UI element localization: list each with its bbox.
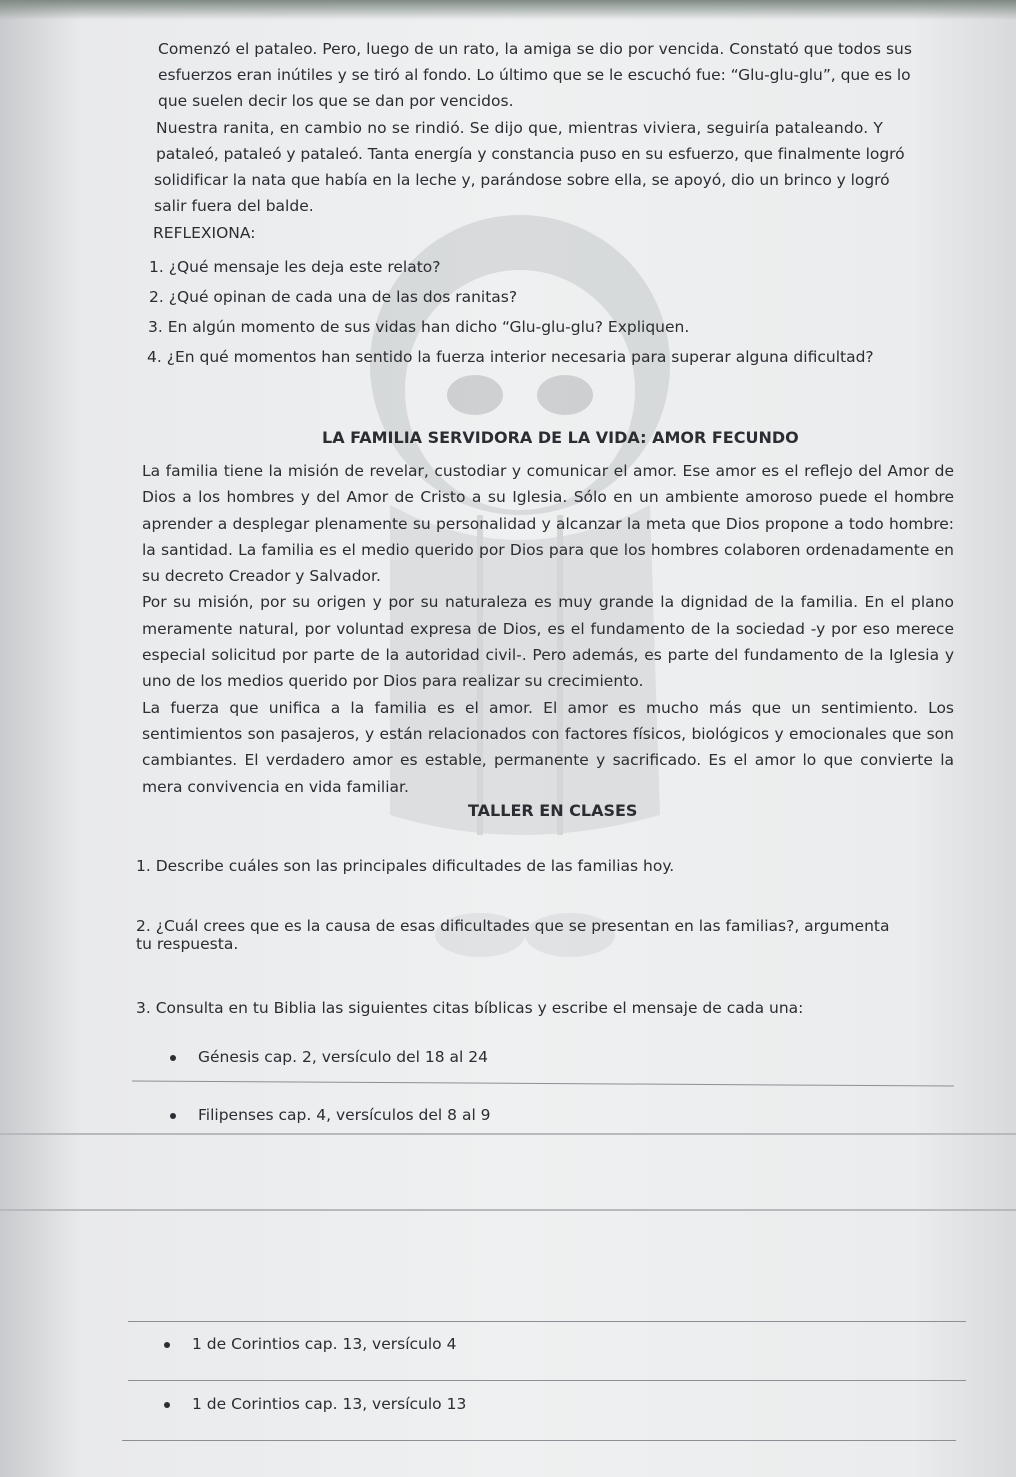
bullet-icon [170, 1055, 176, 1061]
cita-genesis [170, 1047, 488, 1067]
answer-line-3[interactable] [128, 1380, 966, 1381]
story-line-5: pataleó, pataleó y pataleó. Tanta energía y constancia puso en su esfuerzo, que finalmente logró [156, 145, 905, 163]
cita-filipenses [170, 1105, 491, 1125]
fold-line-1 [0, 1133, 1016, 1135]
cita-corintios-4-label: 1 de Corintios cap. 13, versículo 4 [192, 1335, 457, 1353]
taller-title: TALLER EN CLASES [468, 801, 638, 820]
story-line-1: Comenzó el pataleo. Pero, luego de un rato, la amiga se dio por vencida. Constató que todos sus [158, 40, 912, 58]
reflexiona-question-3: 3. En algún momento de sus vidas han dicho “Glu-glu-glu? Expliquen. [148, 318, 690, 336]
familia-paragraph-3: La fuerza que unifica a la familia es el amor. El amor es mucho más que un sentimiento. Los sentimientos son pasajeros, y están relacionados con factores físicos, biológicos y emocionales que son cambiantes. El verdadero amor es estable, permanente y sacrificado. Es el amor lo que convierte la mera convivencia en vida familiar. [142, 698, 954, 796]
story-line-2: esfuerzos eran inútiles y se tiró al fondo. Lo último que se le escuchó fue: “Glu-glu-glu”, que es lo [158, 66, 911, 84]
cita-corintios-13-label: 1 de Corintios cap. 13, versículo 13 [192, 1395, 467, 1413]
fold-line-2 [0, 1209, 1016, 1211]
top-shadow [0, 0, 1016, 20]
cita-corintios-4 [164, 1334, 456, 1354]
story-line-7: salir fuera del balde. [154, 197, 314, 215]
reflexiona-question-1: 1. ¿Qué mensaje les deja este relato? [149, 258, 441, 276]
answer-line-2[interactable] [128, 1321, 966, 1322]
bullet-icon [170, 1113, 176, 1119]
cita-corintios-13 [164, 1394, 466, 1414]
taller-question-2-line-1: 2. ¿Cuál crees que es la causa de esas dificultades que se presentan en las familias?, argumenta [136, 917, 890, 935]
reflexiona-question-4: 4. ¿En qué momentos han sentido la fuerza interior necesaria para superar alguna dificultad? [147, 348, 874, 366]
reflexiona-question-2: 2. ¿Qué opinan de cada una de las dos ranitas? [149, 288, 518, 306]
familia-paragraph-2: Por su misión, por su origen y por su naturaleza es muy grande la dignidad de la familia. En el plano meramente natural, por voluntad expresa de Dios, es el fundamento de la sociedad -y por eso merece especial solicitud por parte de la autoridad civil-. Pero además, es parte del fundamento de la Iglesia y uno de los medios querido por Dios para realizar su crecimiento. [142, 593, 954, 691]
cita-genesis-label: Génesis cap. 2, versículo del 18 al 24 [198, 1048, 488, 1066]
cita-filipenses-label: Filipenses cap. 4, versículos del 8 al 9 [198, 1106, 491, 1124]
familia-title: LA FAMILIA SERVIDORA DE LA VIDA: AMOR FECUNDO [322, 428, 799, 447]
taller-question-3: 3. Consulta en tu Biblia las siguientes citas bíblicas y escribe el mensaje de cada una: [136, 999, 804, 1017]
story-line-4: Nuestra ranita, en cambio no se rindió. Se dijo que, mientras viviera, seguiría pataleando. Y [156, 119, 884, 137]
story-line-3: que suelen decir los que se dan por vencidos. [158, 92, 514, 110]
reflexiona-heading: REFLEXIONA: [153, 224, 256, 242]
taller-question-1: 1. Describe cuáles son las principales dificultades de las familias hoy. [136, 857, 675, 875]
story-line-6: solidificar la nata que había en la leche y, parándose sobre ella, se apoyó, dio un brinco y logró [154, 171, 890, 189]
taller-question-2-line-2: tu respuesta. [136, 935, 239, 953]
answer-line-4[interactable] [122, 1440, 956, 1441]
familia-paragraph-1: La familia tiene la misión de revelar, custodiar y comunicar el amor. Ese amor es el reflejo del Amor de Dios a los hombres y del Amor de Cristo a su Iglesia. Sólo en un ambiente amoroso puede el hombre aprender a desplegar plenamente su personalidad y alcanzar la meta que Dios propone a todo hombre: la santidad. La familia es el medio querido por Dios para que los hombres colaboren ordenadamente en su decreto Creador y Salvador. [142, 462, 954, 586]
bullet-icon [164, 1342, 170, 1348]
familia-body [142, 458, 954, 800]
bullet-icon [164, 1402, 170, 1408]
